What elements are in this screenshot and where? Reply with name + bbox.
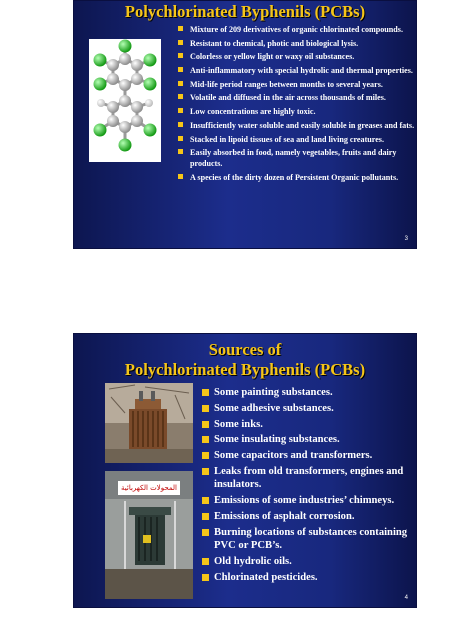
slide-title-line-1: Sources of	[208, 340, 282, 359]
bullet-square-icon	[178, 174, 183, 179]
list-item: Mid-life period ranges between months to several years.	[176, 79, 416, 90]
pcb-properties-list	[176, 24, 416, 186]
slide-title: Polychlorinated Byphenils (PCBs)	[124, 2, 366, 21]
list-item: Mixture of 209 derivatives of organic chlorinated compounds.	[176, 24, 416, 35]
slide-title	[74, 340, 416, 380]
bullet-square-icon	[178, 122, 183, 127]
transformers-caption: المحولات الكهربائية	[118, 481, 180, 495]
page-number: 4	[404, 595, 408, 601]
rusty-transformer-image	[105, 383, 193, 463]
bullet-square-icon	[178, 136, 183, 141]
bullet-square-icon	[202, 529, 209, 536]
list-item: Emissions of asphalt corrosion.	[200, 510, 414, 524]
list-item: Easily absorbed in food, namely vegetables, fruits and dairy products.	[176, 147, 416, 170]
pcb-sources-list	[200, 386, 414, 587]
electrical-transformer-photo	[105, 471, 193, 599]
bullet-square-icon	[178, 149, 183, 154]
bullet-square-icon	[202, 452, 209, 459]
list-item: Leaks from old transformers, engines and insulators.	[200, 465, 414, 492]
bullet-square-icon	[178, 26, 183, 31]
bullet-square-icon	[202, 558, 209, 565]
bullet-square-icon	[178, 81, 183, 86]
list-item: Stacked in lipoid tissues of sea and land living creatures.	[176, 134, 416, 145]
list-item: Colorless or yellow light or waxy oil substances.	[176, 51, 416, 62]
bullet-square-icon	[202, 389, 209, 396]
list-item: Some painting substances.	[200, 386, 414, 400]
slide-pcb-sources	[73, 333, 417, 608]
slide-title-line-2: Polychlorinated Byphenils (PCBs)	[124, 360, 366, 379]
list-item: Insufficiently water soluble and easily soluble in greases and fats.	[176, 120, 416, 131]
molecule-model-icon	[89, 39, 161, 162]
list-item: Emissions of some industries’ chimneys.	[200, 494, 414, 508]
bullet-square-icon	[178, 40, 183, 45]
bullet-square-icon	[178, 108, 183, 113]
slide-pcb-overview	[73, 0, 417, 249]
list-item: Old hydrolic oils.	[200, 555, 414, 569]
bullet-square-icon	[202, 574, 209, 581]
bullet-square-icon	[202, 421, 209, 428]
bullet-square-icon	[202, 468, 209, 475]
bullet-square-icon	[178, 94, 183, 99]
list-item: Chlorinated pesticides.	[200, 571, 414, 585]
list-item: Some inks.	[200, 418, 414, 432]
list-item: Some adhesive substances.	[200, 402, 414, 416]
bullet-square-icon	[202, 436, 209, 443]
old-transformer-photo	[105, 383, 193, 463]
list-item: Some capacitors and transformers.	[200, 449, 414, 463]
list-item: Low concentrations are highly toxic.	[176, 106, 416, 117]
list-item: Burning locations of substances containing PVC or PCB’s.	[200, 526, 414, 553]
pcb-molecule-image	[89, 39, 161, 162]
list-item: Resistant to chemical, photic and biological lysis.	[176, 38, 416, 49]
bullet-square-icon	[178, 67, 183, 72]
list-item: Anti-inflammatory with special hydrolic and thermal properties.	[176, 65, 416, 76]
bullet-square-icon	[202, 497, 209, 504]
bullet-square-icon	[202, 513, 209, 520]
page-number: 3	[404, 236, 408, 242]
bullet-square-icon	[202, 405, 209, 412]
list-item: Some insulating substances.	[200, 433, 414, 447]
list-item: Volatile and diffused in the air across thousands of miles.	[176, 92, 416, 103]
list-item: A species of the dirty dozen of Persistent Organic pollutants.	[176, 172, 416, 183]
bullet-square-icon	[178, 53, 183, 58]
